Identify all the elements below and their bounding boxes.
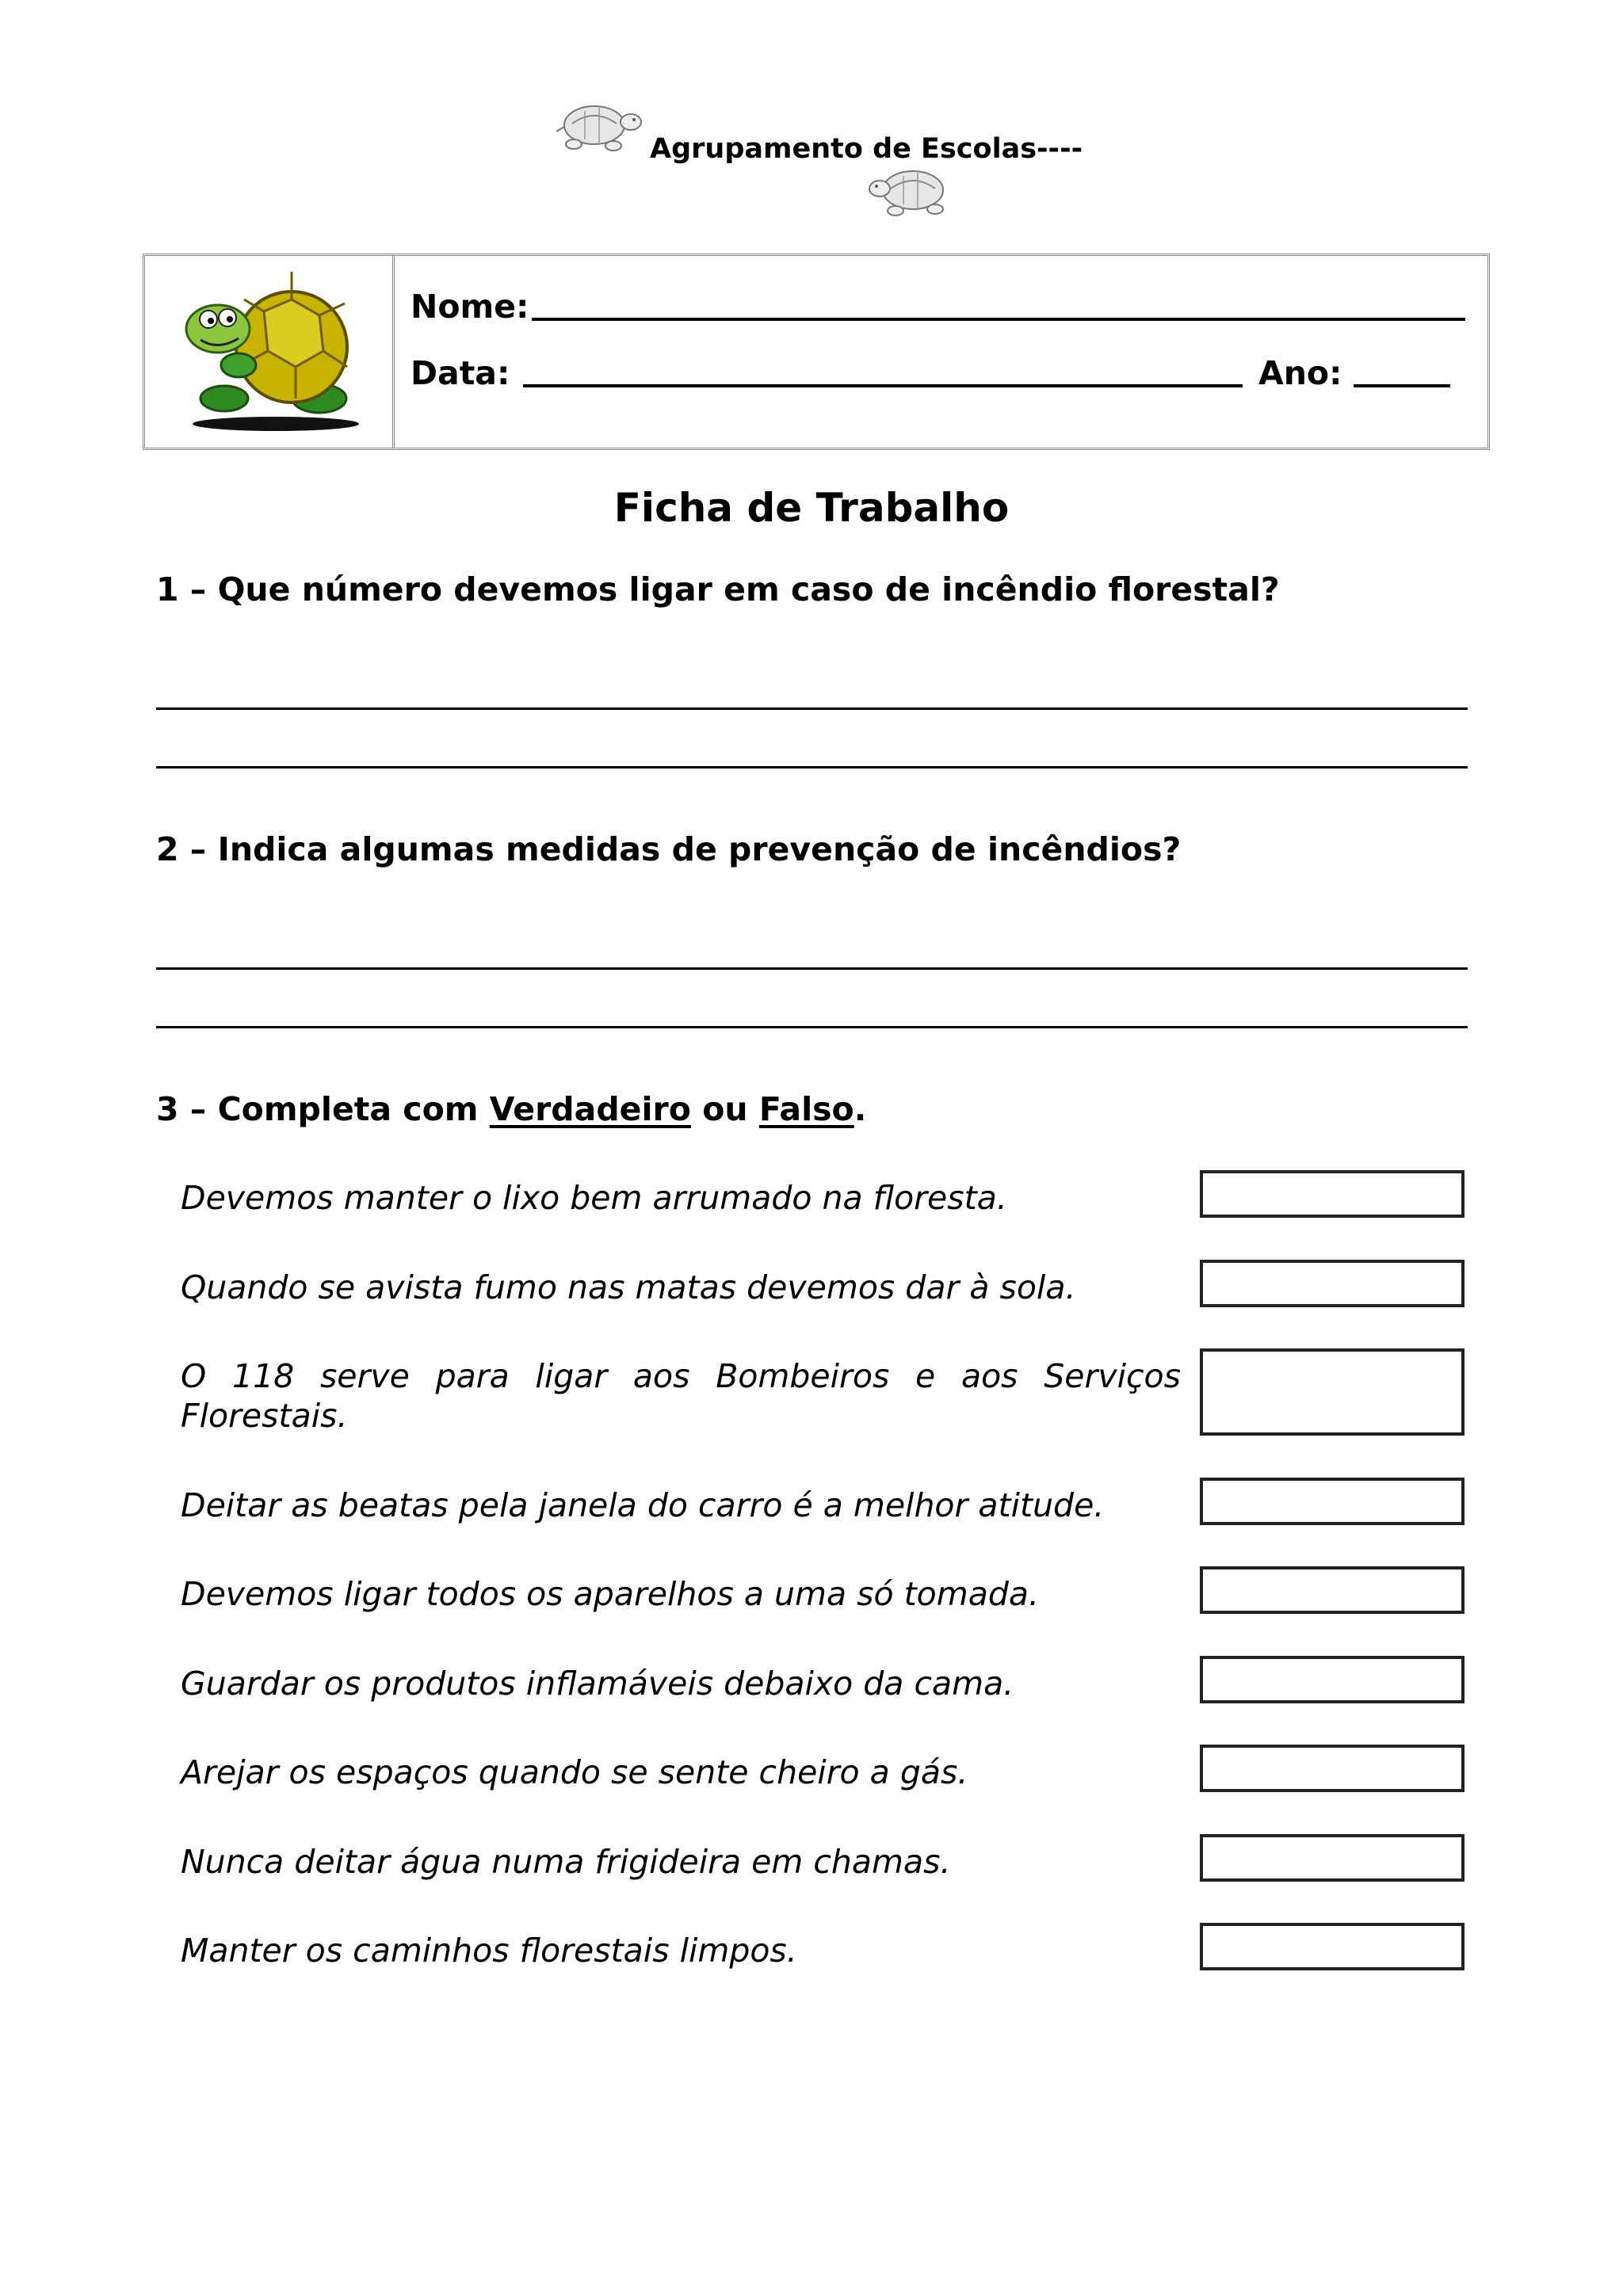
answer-line-q2-1[interactable] (156, 967, 1468, 970)
turtle-sketch-icon (553, 93, 645, 157)
statement-3 (181, 1356, 1181, 1436)
answer-box-8[interactable] (1200, 1834, 1465, 1882)
question-3-prefix: 3 – Completa com (156, 1090, 490, 1128)
word-falso: Falso (758, 1090, 854, 1128)
answer-line-q2-2[interactable] (156, 1026, 1468, 1028)
question-2: 2 – Indica algumas medidas de prevenção de incêndios? (156, 830, 1182, 868)
answer-box-6[interactable] (1200, 1656, 1465, 1703)
answer-box-3[interactable] (1200, 1348, 1465, 1436)
answer-box-4[interactable] (1200, 1478, 1465, 1525)
answer-box-2[interactable] (1200, 1260, 1465, 1307)
question-3-connector: ou (690, 1090, 759, 1128)
statement-7: Arejar os espaços quando se sente cheiro a gás. (181, 1753, 968, 1791)
statement-5: Devemos ligar todos os aparelhos a uma só tomada. (181, 1575, 1039, 1613)
word-verdadeiro: Verdadeiro (489, 1090, 691, 1128)
answer-box-9[interactable] (1200, 1923, 1465, 1970)
school-name: Agrupamento de Escolas---- (650, 133, 1083, 165)
student-info-box (143, 254, 1490, 450)
turtle-sketch-icon (867, 158, 959, 222)
turtle-mascot-icon (169, 272, 375, 438)
question-1: 1 – Que número devemos ligar em caso de incêndio florestal? (156, 570, 1280, 608)
statement-8: Nunca deitar água numa frigideira em chamas. (181, 1843, 951, 1881)
date-input-line[interactable] (523, 384, 1243, 387)
answer-box-5[interactable] (1200, 1566, 1465, 1614)
statement-4: Deitar as beatas pela janela do carro é a melhor atitude. (181, 1486, 1105, 1524)
name-input-line[interactable] (532, 318, 1465, 321)
answer-box-1[interactable] (1200, 1170, 1465, 1218)
statement-3-line-1: O 118 serve para ligar aos Bombeiros e aos Serviços (181, 1357, 1181, 1395)
year-label: Ano: (1258, 354, 1342, 392)
question-3 (156, 1090, 866, 1128)
mascot-cell (145, 256, 395, 448)
question-3-suffix: . (854, 1090, 867, 1128)
statement-3-line-2: Florestais. (181, 1397, 348, 1435)
answer-box-7[interactable] (1200, 1745, 1465, 1792)
page-header (0, 0, 1623, 230)
page-title: Ficha de Trabalho (613, 485, 1010, 531)
statement-9: Manter os caminhos florestais limpos. (181, 1932, 797, 1970)
year-input-line[interactable] (1354, 384, 1450, 387)
answer-line-q1-2[interactable] (156, 766, 1468, 769)
name-label: Nome: (411, 288, 529, 326)
date-label: Data: (411, 354, 510, 392)
statement-1: Devemos manter o lixo bem arrumado na floresta. (181, 1179, 1007, 1217)
statement-6: Guardar os produtos inflamáveis debaixo da cama. (181, 1665, 1014, 1703)
answer-line-q1-1[interactable] (156, 707, 1468, 710)
statement-2: Quando se avista fumo nas matas devemos dar à sola. (181, 1268, 1076, 1306)
